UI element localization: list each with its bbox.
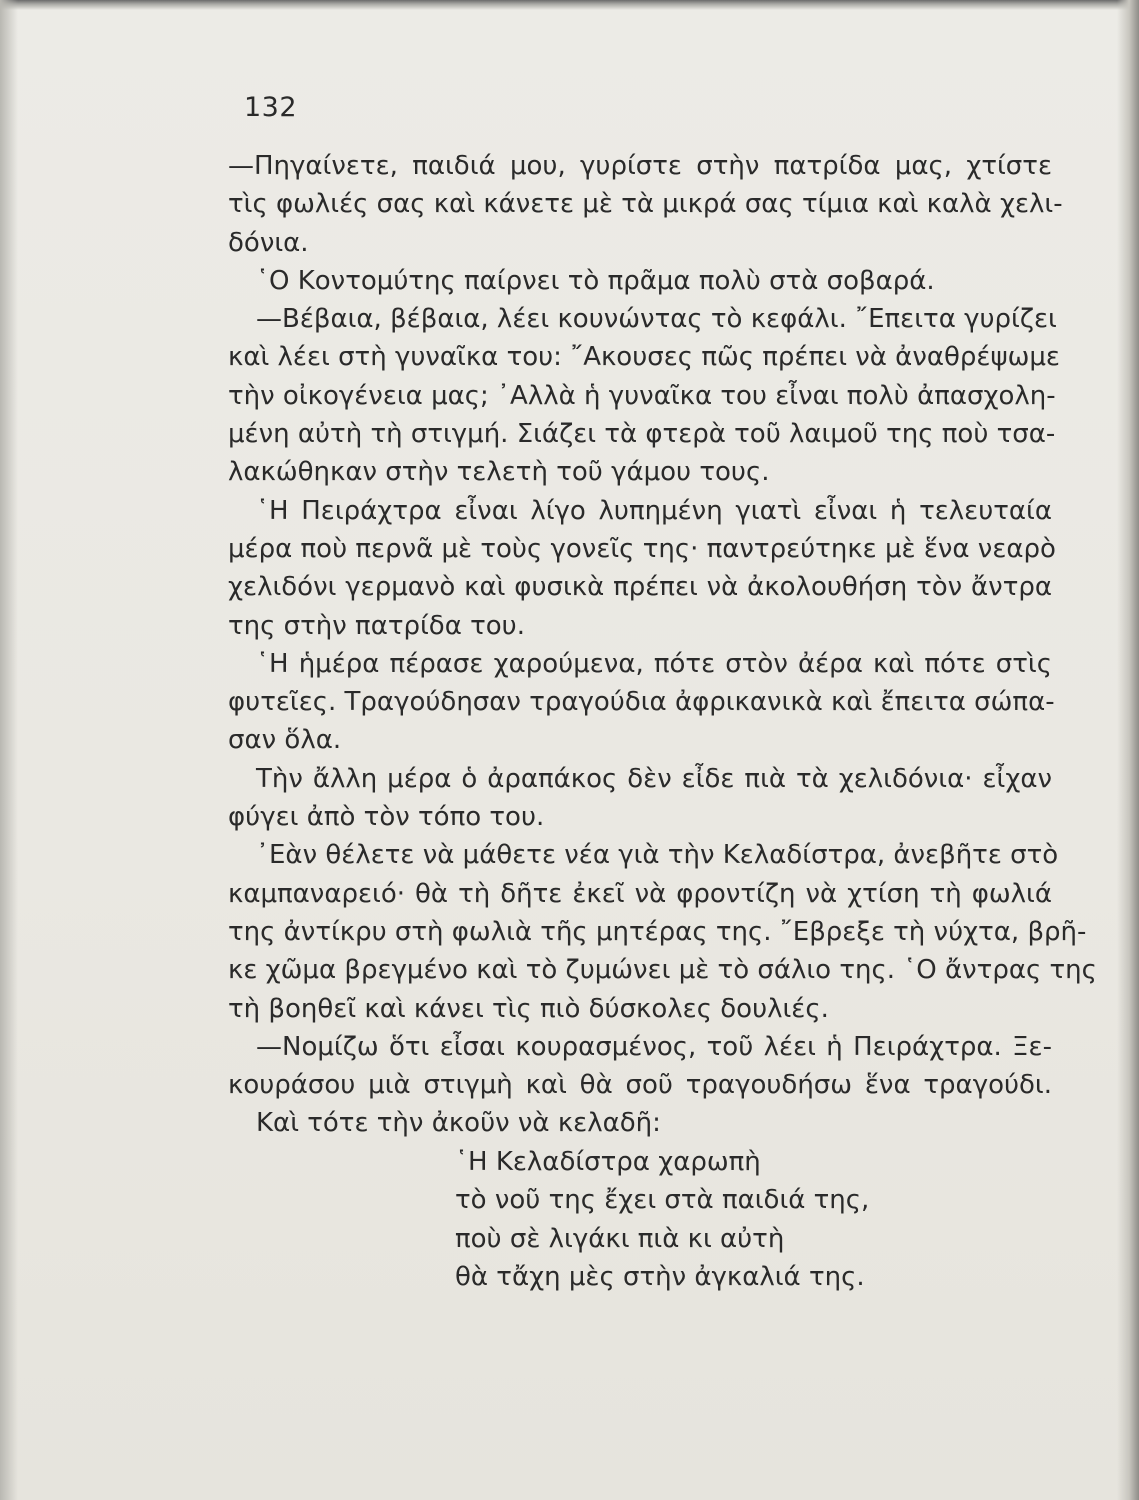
paragraph <box>228 262 1052 300</box>
scan-left-shadow <box>0 0 18 1500</box>
text-line: Καὶ τότε τὴν ἀκοῦν νὰ κελαδῆ: <box>256 1108 661 1139</box>
verse-line: ῾Η Κελαδίστρα χαρωπὴ <box>455 1147 761 1177</box>
text-line: Τὴν ἄλλη μέρα ὁ ἀραπάκος δὲν εἶδε πιὰ τὰ χελιδόνια· εἶχαν <box>256 763 1052 794</box>
paragraph <box>228 1028 1052 1105</box>
verse-stanza <box>455 1143 869 1296</box>
scan-top-shadow <box>0 0 1139 10</box>
text-line: σαν ὅλα. <box>228 725 342 756</box>
page-number: 132 <box>244 92 298 123</box>
paragraph <box>228 1104 1052 1142</box>
text-line: —Βέβαια, βέβαια, λέει κουνώντας τὸ κεφάλι. ῎Επειτα γυρίζει <box>256 304 1057 335</box>
page-right-edge <box>1117 0 1139 1500</box>
text-line: τὶς φωλιές σας καὶ κάνετε μὲ τὰ μικρά σας τίμια καὶ καλὰ χελι- <box>228 189 1063 220</box>
text-line: —Νομίζω ὅτι εἶσαι κουρασμένος, τοῦ λέει ἡ Πειράχτρα. Ξε- <box>256 1031 1052 1062</box>
text-line: ῾Η Πειράχτρα εἶναι λίγο λυπημένη γιατὶ εἶναι ἡ τελευταία <box>256 495 1052 526</box>
verse-line: θὰ τἄχη μὲς στὴν ἀγκαλιά της. <box>455 1261 865 1292</box>
text-line: κουράσου μιὰ στιγμὴ καὶ θὰ σοῦ τραγουδήσω ἕνα τραγούδι. <box>228 1070 1052 1101</box>
text-line: καὶ λέει στὴ γυναῖκα του: ῎Ακουσες πῶς πρέπει νὰ ἀναθρέψωμε <box>228 342 1060 373</box>
text-line: —Πηγαίνετε, παιδιά μου, γυρίστε στὴν πατρίδα μας, χτίστε <box>228 151 1052 181</box>
text-line: της στὴν πατρίδα του. <box>228 610 525 641</box>
text-line: καμπαναρειό· θὰ τὴ δῆτε ἐκεῖ νὰ φροντίζη νὰ χτίση τὴ φωλιά <box>228 878 1052 909</box>
paragraph <box>228 300 1060 491</box>
paragraph <box>228 645 1055 760</box>
text-line: δόνια. <box>228 227 309 258</box>
text-line: φύγει ἀπὸ τὸν τόπο του. <box>228 802 545 833</box>
text-line: τὴν οἰκογένεια μας; ᾿Αλλὰ ἡ γυναῖκα του εἶναι πολὺ ἀπασχολη- <box>228 380 1056 411</box>
text-line: κε χῶμα βρεγμένο καὶ τὸ ζυμώνει μὲ τὸ σάλιο της. ῾Ο ἄντρας της <box>228 955 1097 986</box>
text-line: μέρα ποὺ περνᾶ μὲ τοὺς γονεῖς της· παντρεύτηκε μὲ ἕνα νεαρὸ <box>228 533 1056 564</box>
paragraph <box>228 147 1063 262</box>
text-line: λακώθηκαν στὴν τελετὴ τοῦ γάμου τους. <box>228 457 770 488</box>
text-line: ῾Η ἡμέρα πέρασε χαρούμενα, πότε στὸν ἀέρα καὶ πότε στὶς <box>256 648 1052 679</box>
prose-body <box>228 147 1097 1143</box>
text-line: ῾Ο Κοντομύτης παίρνει τὸ πρᾶμα πολὺ στὰ σοβαρά. <box>256 265 935 296</box>
text-line: φυτεῖες. Τραγούδησαν τραγούδια ἀφρικανικὰ καὶ ἔπειτα σώπα- <box>228 687 1055 718</box>
paragraph <box>228 760 1052 837</box>
text-line: ᾿Εὰν θέλετε νὰ μάθετε νέα γιὰ τὴν Κελαδίστρα, ἀνεβῆτε στὸ <box>256 840 1059 871</box>
text-line: της ἀντίκρυ στὴ φωλιὰ τῆς μητέρας της. ῎Εβρεξε τὴ νύχτα, βρῆ- <box>228 916 1087 947</box>
verse-line: τὸ νοῦ της ἔχει στὰ παιδιά της, <box>455 1185 870 1216</box>
paragraph <box>228 492 1056 645</box>
verse-line: ποὺ σὲ λιγάκι πιὰ κι αὐτὴ <box>455 1223 785 1254</box>
text-line: χελιδόνι γερμανὸ καὶ φυσικὰ πρέπει νὰ ἀκολουθήση τὸν ἄντρα <box>228 572 1052 603</box>
text-line: τὴ βοηθεῖ καὶ κάνει τὶς πιὸ δύσκολες δουλιές. <box>228 993 829 1024</box>
text-line: μένη αὐτὴ τὴ στιγμή. Σιάζει τὰ φτερὰ τοῦ λαιμοῦ της ποὺ τσα- <box>228 419 1056 450</box>
paragraph <box>228 836 1097 1027</box>
